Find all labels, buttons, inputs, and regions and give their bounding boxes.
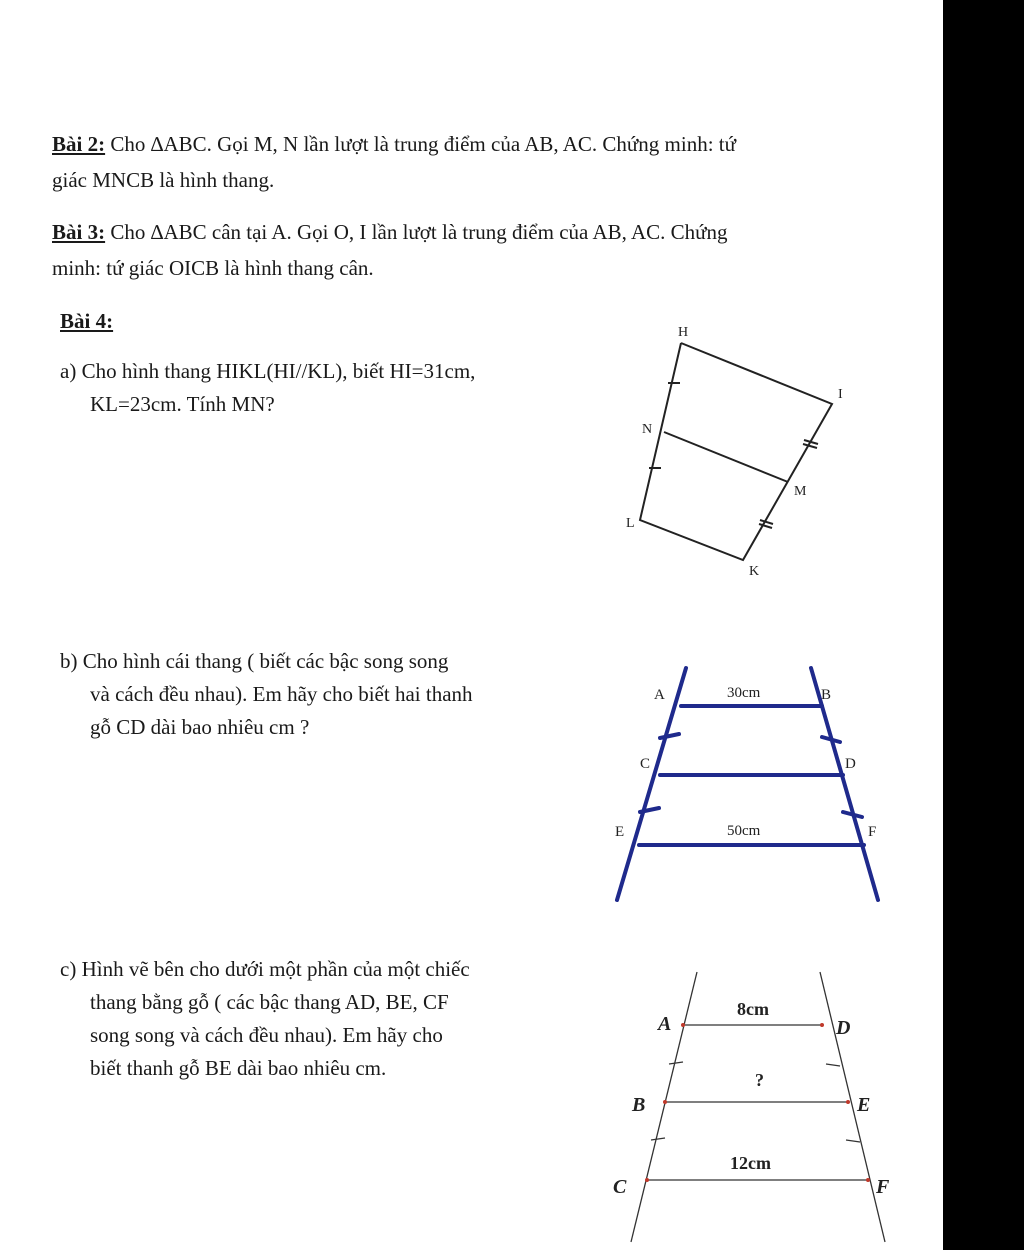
dot-e xyxy=(846,1100,850,1104)
tick-ab xyxy=(669,1062,683,1064)
exercise-2-text-1: Cho ∆ABC. Gọi M, N lần lượt là trung điểm của AB, AC. Chứng minh: tứ xyxy=(105,132,737,156)
point-d-label-c: D xyxy=(836,1017,851,1039)
tick-im-2 xyxy=(803,444,817,448)
exercise-4a-line-2: KL=23cm. Tính MN? xyxy=(90,392,275,416)
exercise-4-label: Bài 4: xyxy=(60,309,114,333)
exercise-4c-line-3: song song và cách đều nhau). Em hãy cho xyxy=(90,1023,443,1047)
tick-de xyxy=(826,1064,840,1066)
point-c-label: C xyxy=(640,756,651,772)
dot-d xyxy=(820,1023,824,1027)
exercise-3-label: Bài 3: xyxy=(52,220,106,244)
length-ad-label: 8cm xyxy=(737,999,769,1019)
tick-bc xyxy=(651,1138,665,1140)
dot-a xyxy=(681,1023,685,1027)
ladder-left-rail xyxy=(617,668,686,900)
tick-ac xyxy=(660,734,679,738)
tick-bd xyxy=(822,737,840,742)
exercise-4b-line-1: b) Cho hình cái thang ( biết các bậc song song xyxy=(60,649,449,673)
point-f-label: F xyxy=(868,824,877,840)
point-e-label-c: E xyxy=(857,1094,871,1116)
exercise-4c-text xyxy=(60,953,620,1085)
point-a-label-c: A xyxy=(658,1013,672,1035)
point-a-label: A xyxy=(654,687,665,703)
point-m-label: M xyxy=(794,484,807,499)
point-k-label: K xyxy=(749,564,760,579)
point-i-label: I xyxy=(838,387,843,402)
exercise-3-text-1: Cho ∆ABC cân tại A. Gọi O, I lần lượt là trung điểm của AB, AC. Chứng xyxy=(105,220,728,244)
ladder-c-right-rail xyxy=(820,972,885,1242)
exercise-4c-line-4: biết thanh gỗ BE dài bao nhiêu cm. xyxy=(90,1056,387,1080)
trapezoid-figure-hikl xyxy=(600,310,860,590)
exercise-3-text-2: minh: tứ giác OICB là hình thang cân. xyxy=(52,256,374,280)
dot-f xyxy=(866,1178,870,1182)
trapezoid-outline xyxy=(640,343,832,560)
midline-nm xyxy=(664,432,788,482)
point-l-label: L xyxy=(626,516,635,531)
exercise-4a-line-1: a) Cho hình thang HIKL(HI//KL), biết HI=31cm, xyxy=(60,359,476,383)
length-ef-label: 50cm xyxy=(727,823,761,839)
point-h-label: H xyxy=(678,325,689,340)
length-ab-label: 30cm xyxy=(727,685,761,701)
point-d-label: D xyxy=(845,756,856,772)
point-n-label: N xyxy=(642,422,653,437)
exercise-4b-line-3: gỗ CD dài bao nhiêu cm ? xyxy=(90,715,310,739)
point-e-label: E xyxy=(615,824,625,840)
exercise-4b-text xyxy=(60,645,620,744)
exercise-2-label: Bài 2: xyxy=(52,132,106,156)
exercise-4c-line-1: c) Hình vẽ bên cho dưới một phần của một chiếc xyxy=(60,957,470,981)
point-b-label: B xyxy=(821,687,832,703)
dot-b xyxy=(663,1100,667,1104)
ladder-figure-b xyxy=(600,655,900,910)
length-cf-label: 12cm xyxy=(730,1153,771,1173)
dot-c xyxy=(645,1178,649,1182)
exercise-4a-text xyxy=(60,355,620,421)
right-black-border xyxy=(943,0,1024,1250)
point-c-label-c: C xyxy=(613,1176,627,1198)
exercise-2-text-2: giác MNCB là hình thang. xyxy=(52,168,275,192)
exercise-4c-line-2: thang bằng gỗ ( các bậc thang AD, BE, CF xyxy=(90,990,449,1014)
exercise-2-line-1 xyxy=(52,126,932,162)
exercise-4b-line-2: và cách đều nhau). Em hãy cho biết hai thanh xyxy=(90,682,473,706)
tick-df xyxy=(843,812,862,817)
exercise-3-line-1 xyxy=(52,214,932,250)
point-f-label-c: F xyxy=(876,1176,890,1198)
length-be-label: ? xyxy=(755,1070,764,1090)
exercise-3 xyxy=(52,214,932,286)
point-b-label-c: B xyxy=(632,1094,646,1116)
ladder-figure-c xyxy=(600,960,910,1245)
exercise-2 xyxy=(52,126,932,198)
tick-ef xyxy=(846,1140,860,1142)
